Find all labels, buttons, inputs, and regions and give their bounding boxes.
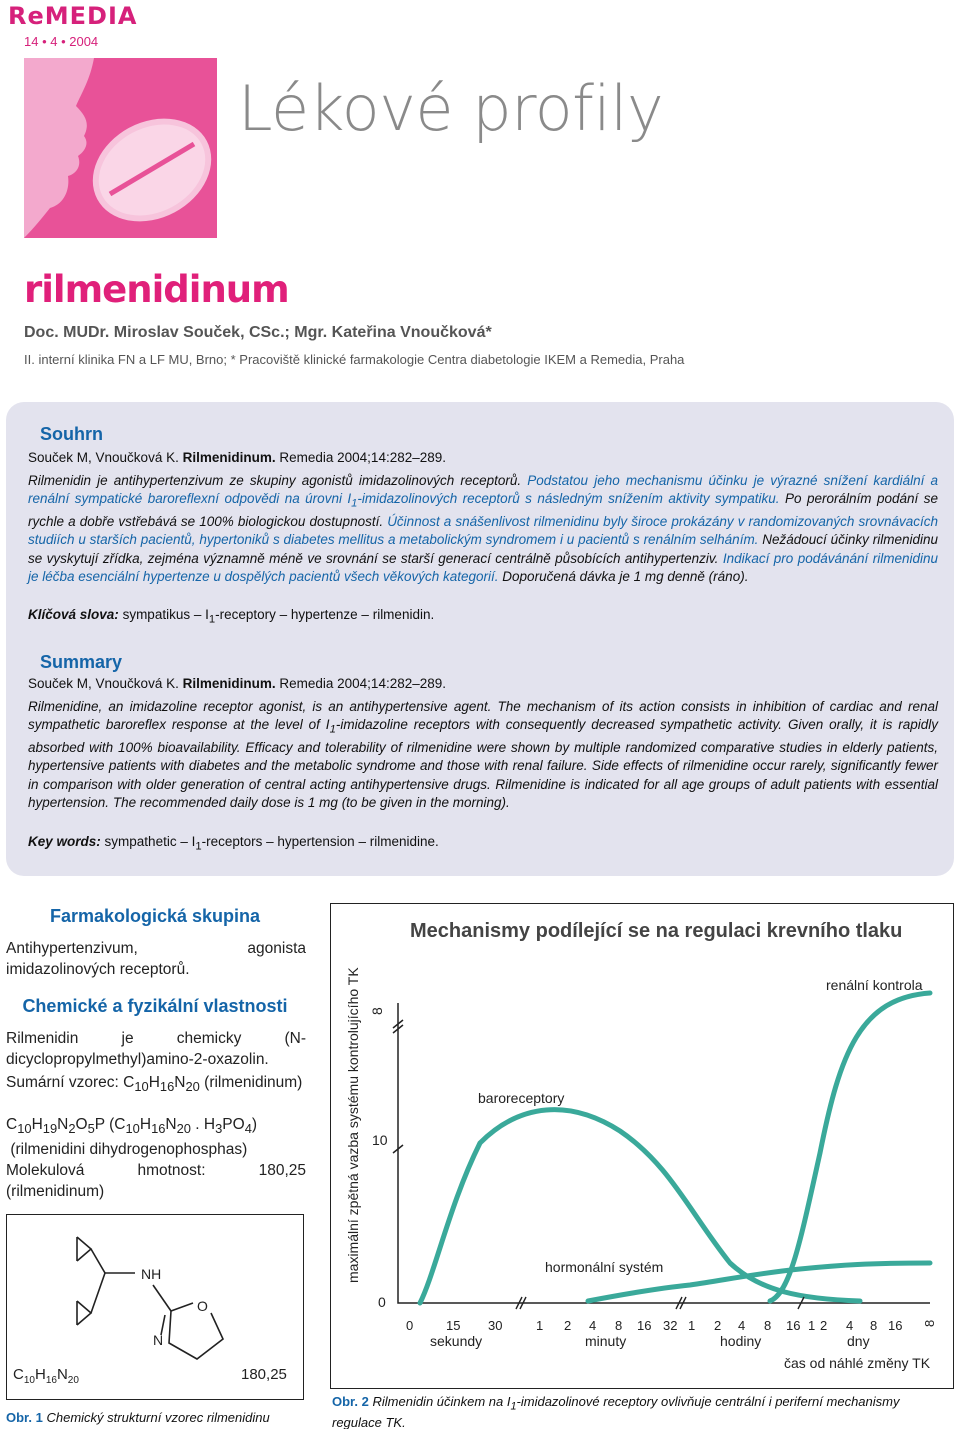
x-tick: 8 bbox=[764, 1318, 772, 1333]
x-tick: 16 bbox=[786, 1318, 801, 1333]
x-groups bbox=[430, 1333, 870, 1349]
label-hormonal: hormonální systém bbox=[545, 1259, 664, 1275]
x-tick: 32 bbox=[663, 1318, 678, 1333]
renal-curve bbox=[770, 993, 930, 1301]
label-renal: renální kontrola bbox=[826, 977, 923, 993]
x-tick: 30 bbox=[488, 1318, 503, 1333]
figure2-chart bbox=[330, 903, 954, 1389]
mw-text: Molekulová hmotnost: 180,25 (rilmenidinum) bbox=[6, 1162, 306, 1200]
x-tick: 16 bbox=[888, 1318, 903, 1333]
souhrn-keywords: Klíčová slova: sympatikus – $I_1$-receptory – hypertenze – rilmenidin. bbox=[28, 607, 435, 626]
chem-text: Rilmenidin je chemicky (N-dicyclopropylmethyl)amino-2-oxazolin. bbox=[6, 1030, 306, 1068]
summary-citation: Souček M, Vnoučková K. Rilmenidinum. Remedia 2004;14:282–289. bbox=[28, 676, 447, 691]
fig1-caption: Obr. 1 Chemický strukturní vzorec rilmenidinu bbox=[6, 1410, 270, 1425]
rilmenidine-structure bbox=[7, 1215, 303, 1399]
farm-heading: Farmakologická skupina bbox=[49, 906, 261, 926]
hero-image bbox=[24, 58, 217, 238]
x-tick: 4 bbox=[738, 1318, 746, 1333]
x-tick: 8 bbox=[922, 1319, 937, 1327]
atom-o: O bbox=[197, 1298, 208, 1314]
y-axis-label: maximální zpětná vazba systému kontrolujícího TK bbox=[345, 967, 361, 1283]
structure-mw: 180,25 bbox=[241, 1366, 287, 1383]
section-title: Lékové profily bbox=[238, 72, 664, 145]
summary-text: Rilmenidine, an imidazoline receptor agonist, is an antihypertensive agent. The mechanism of its action consists in inhibition of cardiac and renal sympathetic baroreflex response at the level of $I_1$-imidazoline receptors with consequently decreased sympathetic activity. Given orally, it is rapidly absorbed with 100% bioavailability. Efficacy and tolerability of rilmenidine were shown by multiple randomized comparative studies in elderly patients, hypertensive patients with diabetes and the metabolic syndrome and those with renal failure. Side effects of rilmenidine occur rarely, significantly fewer in comparison with older generation of central acting antihypertensive drugs. Rilmenidine is indicated for all age groups of adult patients with essential hypertension. The recommended daily dose is 1 mg (to be given in the morning). bbox=[28, 699, 939, 810]
x-tick: 1 bbox=[808, 1318, 816, 1333]
affiliation: II. interní klinika FN a LF MU, Brno; * Pracoviště klinické farmakologie Centra diabetologie IKEM a Remedia, Praha bbox=[24, 352, 685, 367]
x-tick: 16 bbox=[637, 1318, 652, 1333]
y-tick-inf: 8 bbox=[369, 1007, 385, 1015]
x-group: minuty bbox=[585, 1333, 627, 1349]
x-tick: 2 bbox=[820, 1318, 828, 1333]
x-tick: 8 bbox=[615, 1318, 623, 1333]
structure-box bbox=[6, 1214, 304, 1400]
x-axis-label: čas od náhlé změny TK bbox=[784, 1355, 931, 1371]
atom-nh: NH bbox=[141, 1266, 162, 1282]
figure2-title: Mechanismy podílející se na regulaci krevního tlaku bbox=[410, 920, 903, 942]
fig2-caption: Obr. 2 Rilmenidin účinkem na $I_1$-imidazolinové receptory ovlivňuje centrální i periferní mechanismy regulace TK. bbox=[332, 1394, 900, 1429]
souhrn-text: Rilmenidin je antihypertenzivum ze skupiny agonistů imidazolinových receptorů. Podstatou jeho mechanismu účinku je výrazné snížení kardiální a renální sympatické baroreflexní odpovědi na úrovni $I_1$-imidazolinových receptorů s následným snížením aktivity sympatiku. Po perorálním podání se rychle a dobře vstřebává se 100% biologickou dostupností. Účinnost a snášenlivost rilmenidinu byly široce prokázány v randomizovaných srovnávacích studiích u starších pacientů, hypertoniků s diabetes mellitus a metabolickým syndromem i u pacientů s renálním selháním. Nežádoucí účinky rilmenidinu se vyskytují zřídka, zejména významně méně ve srovnání se starší generací centrálně působících antihypertenziv. Indikací pro podávánání rilmenidinu je léčba esenciální hypertenze u dospělých pacientů všech věkových kategorií. Doporučená dávka je 1 mg denně (ráno). bbox=[28, 473, 938, 584]
y-tick-0: 0 bbox=[378, 1294, 386, 1310]
x-tick: 4 bbox=[846, 1318, 854, 1333]
structure-formula: $C_{10}H_{16}N_{20}$ bbox=[13, 1366, 79, 1386]
x-tick: 1 bbox=[536, 1318, 544, 1333]
x-tick: 1 bbox=[688, 1318, 696, 1333]
x-tick: 2 bbox=[714, 1318, 722, 1333]
x-group: dny bbox=[847, 1333, 870, 1349]
x-tick: 4 bbox=[589, 1318, 597, 1333]
x-tick: 0 bbox=[406, 1318, 414, 1333]
salt-formula: $C_{10}H_{19}N_2O_5P$ ($C_{10}H_{16}N_{20}$ . $H_3PO_4$) (rilmenidini dihydrogenophosphas) bbox=[6, 1116, 258, 1159]
summary-keywords: Key words: sympathetic – $I_1$-receptors – hypertension – rilmenidine. bbox=[28, 834, 439, 853]
issue-number: 14 • 4 • 2004 bbox=[24, 34, 99, 49]
x-group: sekundy bbox=[430, 1333, 483, 1349]
chem-heading: Chemické a fyzikální vlastnosti bbox=[22, 996, 288, 1016]
x-tick: 15 bbox=[446, 1318, 461, 1333]
summary-heading: Summary bbox=[40, 652, 123, 672]
x-tick: 2 bbox=[564, 1318, 572, 1333]
farm-text: Antihypertenzivum, agonista imidazolinových receptorů. bbox=[6, 940, 306, 978]
souhrn-heading: Souhrn bbox=[40, 424, 103, 444]
x-tick: 8 bbox=[870, 1318, 878, 1333]
journal-logo: ReMEDIA bbox=[8, 2, 138, 30]
label-baro: baroreceptory bbox=[478, 1090, 565, 1106]
x-group: hodiny bbox=[720, 1333, 762, 1349]
sum-formula: Sumární vzorec: $C_{10}H_{16}N_{20}$ (rilmenidinum) bbox=[6, 1074, 303, 1095]
article-title: rilmenidinum bbox=[24, 268, 289, 311]
curves bbox=[420, 993, 930, 1303]
x-ticks bbox=[406, 1318, 937, 1333]
authors: Doc. MUDr. Miroslav Souček, CSc.; Mgr. Kateřina Vnoučková* bbox=[24, 324, 492, 341]
y-tick-10: 10 bbox=[372, 1132, 388, 1148]
face-pill-illustration bbox=[24, 58, 217, 238]
souhrn-citation: Souček M, Vnoučková K. Rilmenidinum. Remedia 2004;14:282–289. bbox=[28, 450, 447, 465]
atom-n: N bbox=[153, 1332, 164, 1348]
